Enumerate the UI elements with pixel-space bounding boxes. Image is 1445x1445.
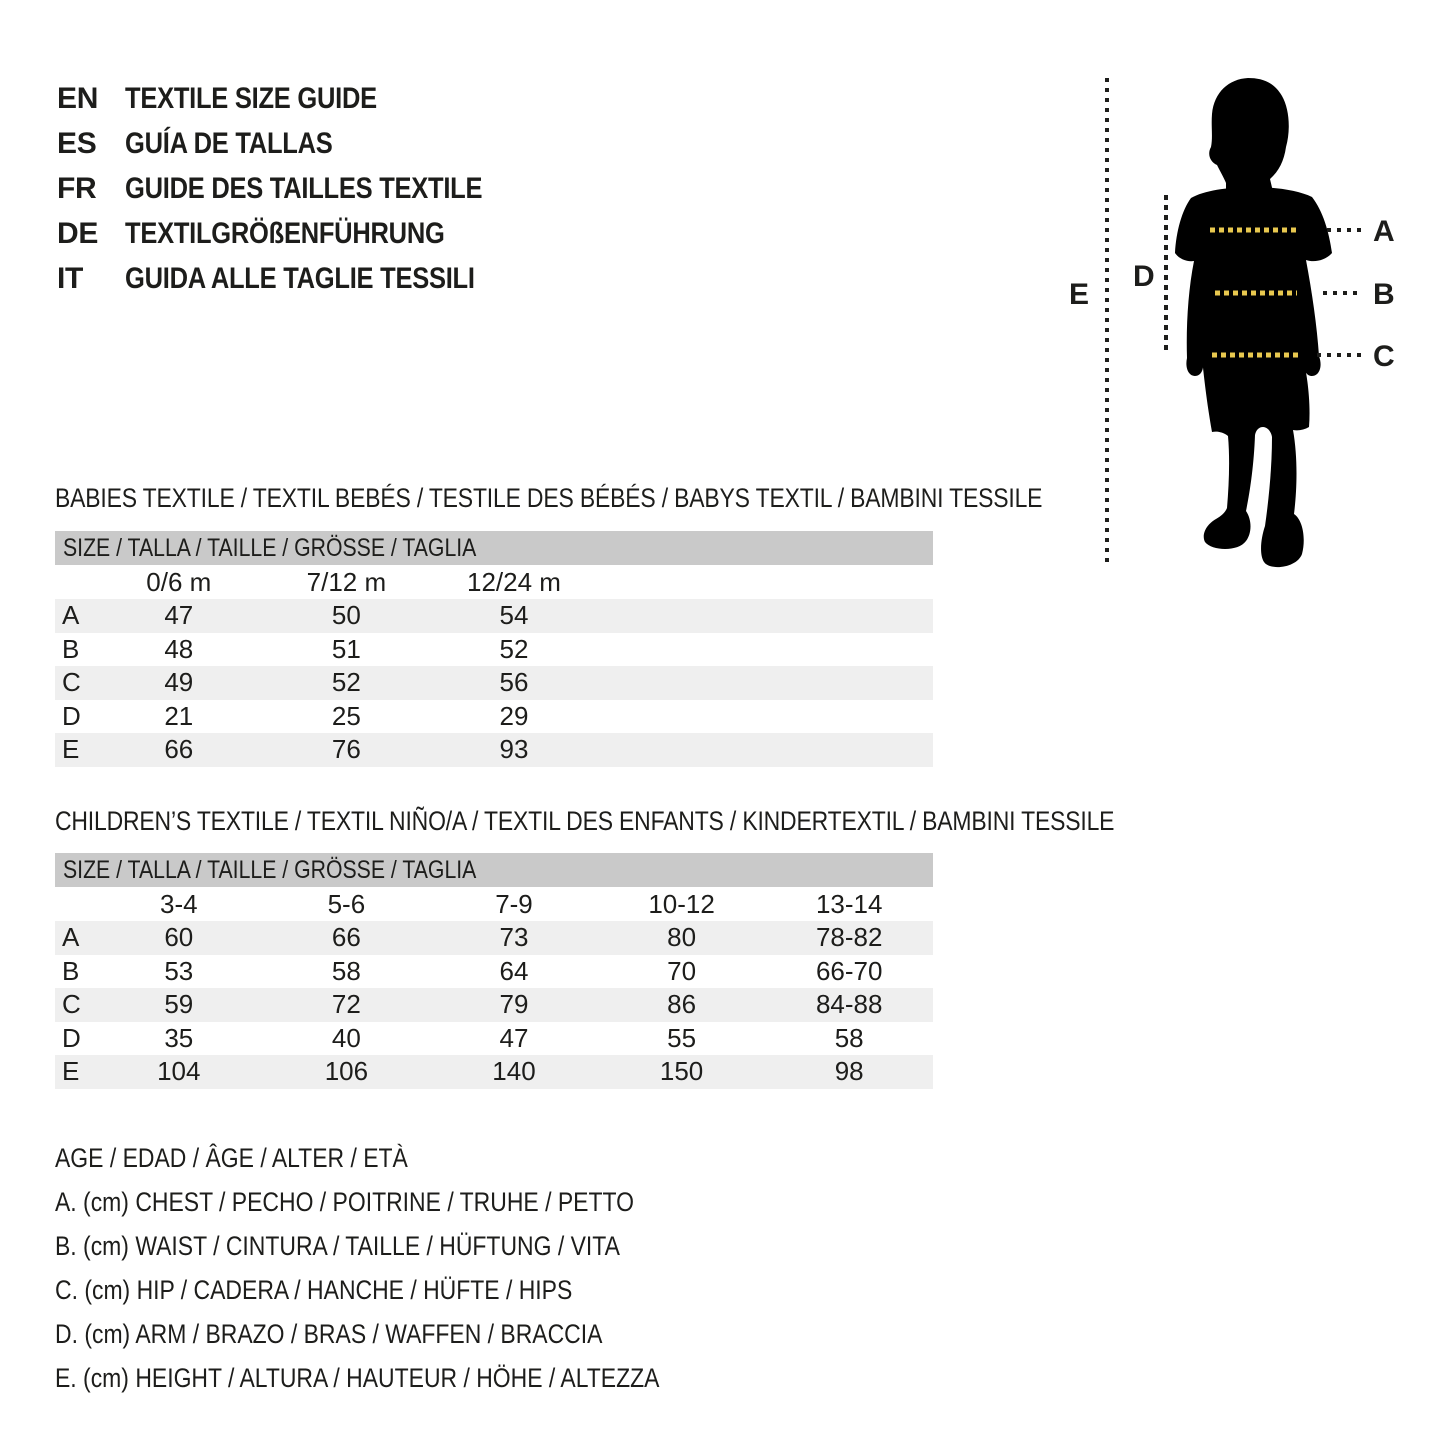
children-b-2: 64	[499, 955, 529, 986]
children-a-2: 73	[499, 922, 529, 953]
children-c-1: 72	[331, 989, 361, 1020]
lang-title-es	[125, 127, 369, 161]
babies-c-0: 49	[164, 667, 194, 698]
babies-section-title	[55, 483, 1217, 514]
legend-chest-text: A. (cm) CHEST / PECHO / POITRINE / TRUHE / PETTO	[55, 1186, 634, 1217]
babies-row-e	[55, 733, 933, 767]
children-a-4: 78-82	[815, 922, 883, 953]
babies-a-0: 47	[164, 600, 194, 631]
figure-label-c: C	[1373, 340, 1395, 373]
lang-code-fr: FR	[57, 171, 97, 205]
babies-e-2: 93	[499, 734, 529, 765]
babies-b-2: 52	[499, 633, 529, 664]
children-col-4: 13-14	[815, 888, 883, 919]
babies-e-1: 76	[331, 734, 361, 765]
children-column-header-row	[55, 887, 933, 921]
children-e-0: 104	[157, 1056, 201, 1087]
children-d-0: 35	[164, 1022, 194, 1053]
legend-height-text: E. (cm) HEIGHT / ALTURA / HAUTEUR / HÖHE / ALTEZZA	[55, 1362, 660, 1393]
lang-title-fr	[125, 172, 545, 206]
babies-corner-cell	[55, 565, 95, 599]
lang-row-es	[57, 121, 545, 166]
children-row-c-label: C	[62, 989, 81, 1020]
children-col-2: 7-9	[495, 888, 533, 919]
babies-e-0: 66	[164, 734, 194, 765]
legend-height-line	[55, 1356, 766, 1400]
lang-title-de-text: TEXTILGRÖßENFÜHRUNG	[125, 216, 445, 250]
babies-c-filler	[598, 666, 933, 700]
babies-d-filler	[598, 700, 933, 734]
children-corner-cell	[55, 887, 95, 921]
lang-title-it	[125, 262, 536, 296]
children-e-3: 150	[659, 1056, 704, 1087]
children-row-e	[55, 1055, 933, 1089]
children-row-b	[55, 955, 933, 989]
children-c-4: 84-88	[815, 989, 883, 1020]
children-row-a-label: A	[62, 922, 80, 953]
lang-code-de: DE	[57, 216, 99, 250]
babies-row-a	[55, 599, 933, 633]
babies-a-2: 54	[499, 600, 529, 631]
legend-hip-text: C. (cm) HIP / CADERA / HANCHE / HÜFTE / HIPS	[55, 1274, 573, 1305]
babies-row-d	[55, 700, 933, 734]
children-c-0: 59	[164, 989, 194, 1020]
babies-col-0: 0/6 m	[146, 566, 212, 597]
babies-d-2: 29	[499, 700, 529, 731]
babies-row-c-label: C	[62, 667, 81, 698]
babies-a-filler	[598, 599, 933, 633]
lang-title-fr-text: GUIDE DES TAILLES TEXTILE	[125, 171, 483, 205]
babies-col-2: 12/24 m	[467, 566, 561, 597]
children-e-2: 140	[492, 1056, 536, 1087]
legend-waist-line	[55, 1224, 766, 1268]
lang-code-en: EN	[57, 81, 99, 115]
children-row-d	[55, 1022, 933, 1056]
measurement-legend	[55, 1136, 766, 1400]
babies-c-2: 56	[499, 667, 529, 698]
babies-size-header-text: SIZE / TALLA / TAILLE / GRÖSSE / TAGLIA	[63, 533, 477, 562]
babies-b-1: 51	[331, 633, 361, 664]
children-col-1: 5-6	[327, 888, 366, 919]
babies-table	[55, 565, 933, 767]
children-b-4: 66-70	[815, 955, 883, 986]
legend-arm-text: D. (cm) ARM / BRAZO / BRAS / WAFFEN / BRACCIA	[55, 1318, 603, 1349]
lang-title-en-text: TEXTILE SIZE GUIDE	[125, 81, 377, 115]
figure-label-d: D	[1133, 260, 1155, 293]
children-col-0: 3-4	[160, 888, 198, 919]
lang-title-es-text: GUÍA DE TALLAS	[125, 126, 333, 160]
children-row-a	[55, 921, 933, 955]
lang-row-it	[57, 256, 545, 301]
figure-label-b: B	[1373, 278, 1395, 311]
lang-row-fr	[57, 166, 545, 211]
babies-row-b	[55, 633, 933, 667]
babies-row-c	[55, 666, 933, 700]
children-e-1: 106	[324, 1056, 369, 1087]
children-row-c	[55, 988, 933, 1022]
children-d-2: 47	[499, 1022, 529, 1053]
lang-title-en	[125, 82, 421, 116]
children-table	[55, 887, 933, 1089]
children-d-1: 40	[331, 1022, 361, 1053]
children-size-header-text: SIZE / TALLA / TAILLE / GRÖSSE / TAGLIA	[63, 855, 477, 884]
children-row-d-label: D	[62, 1022, 81, 1053]
children-b-0: 53	[164, 955, 194, 986]
babies-row-a-label: A	[62, 600, 80, 631]
children-b-1: 58	[331, 955, 361, 986]
children-row-e-label: E	[62, 1056, 80, 1087]
babies-e-filler	[598, 733, 933, 767]
lang-title-de	[125, 217, 501, 251]
babies-c-1: 52	[331, 667, 361, 698]
children-d-3: 55	[667, 1022, 697, 1053]
babies-b-0: 48	[164, 633, 194, 664]
babies-d-1: 25	[331, 700, 361, 731]
babies-size-header-bar	[55, 531, 933, 565]
children-e-4: 98	[834, 1056, 864, 1087]
lang-row-de	[57, 211, 545, 256]
babies-section-title-text: BABIES TEXTILE / TEXTIL BEBÉS / TESTILE DES BÉBÉS / BABYS TEXTIL / BAMBINI TESSILE	[55, 483, 1043, 513]
babies-row-b-label: B	[62, 633, 80, 664]
figure-label-e: E	[1069, 278, 1090, 311]
children-c-3: 86	[667, 989, 697, 1020]
children-size-table	[55, 853, 933, 1089]
legend-age-text: AGE / EDAD / ÂGE / ALTER / ETÀ	[55, 1142, 408, 1173]
babies-row-d-label: D	[62, 700, 81, 731]
lang-code-it: IT	[57, 261, 84, 295]
silhouette-head	[1209, 78, 1289, 196]
lang-title-it-text: GUIDA ALLE TAGLIE TESSILI	[125, 261, 475, 295]
legend-arm-line	[55, 1312, 766, 1356]
children-a-1: 66	[331, 922, 361, 953]
children-section-title-text: CHILDREN’S TEXTILE / TEXTIL NIÑO/A / TEXTIL DES ENFANTS / KINDERTEXTIL / BAMBINI TESSILE	[55, 806, 1115, 836]
legend-age-line	[55, 1136, 766, 1180]
babies-row-e-label: E	[62, 734, 80, 765]
children-col-3: 10-12	[648, 888, 715, 919]
children-a-0: 60	[164, 922, 194, 953]
babies-col-1: 7/12 m	[306, 566, 387, 597]
language-title-block	[57, 76, 545, 301]
legend-chest-line	[55, 1180, 766, 1224]
babies-size-table	[55, 531, 933, 767]
babies-column-header-row	[55, 565, 933, 599]
children-a-3: 80	[667, 922, 697, 953]
babies-b-filler	[598, 633, 933, 667]
babies-a-1: 50	[331, 600, 361, 631]
lang-code-es: ES	[57, 126, 97, 160]
legend-hip-line	[55, 1268, 766, 1312]
babies-col-filler	[598, 565, 933, 599]
legend-waist-text: B. (cm) WAIST / CINTURA / TAILLE / HÜFTUNG / VITA	[55, 1230, 620, 1261]
figure-label-a: A	[1373, 215, 1395, 248]
children-size-header-bar	[55, 853, 933, 887]
children-c-2: 79	[499, 989, 529, 1020]
children-d-4: 58	[834, 1022, 864, 1053]
babies-d-0: 21	[164, 700, 194, 731]
children-section-title	[55, 806, 1301, 837]
children-row-b-label: B	[62, 955, 80, 986]
lang-row-en	[57, 76, 545, 121]
children-b-3: 70	[667, 955, 697, 986]
